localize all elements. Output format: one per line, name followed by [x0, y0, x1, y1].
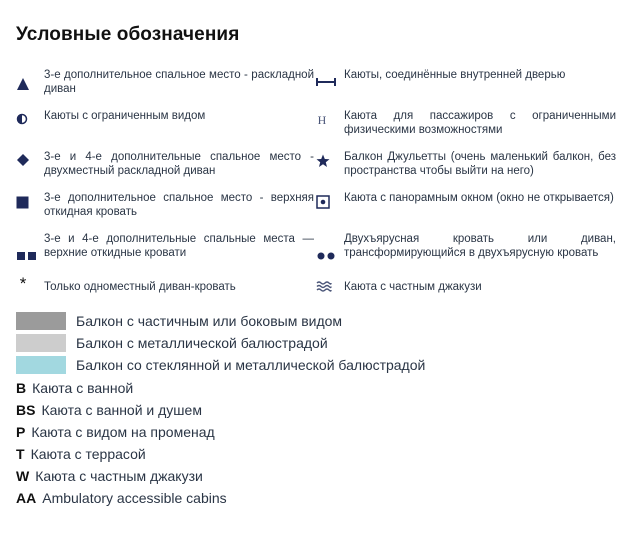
abbr-item: B Каюта с ванной — [16, 380, 134, 396]
swatch-color — [16, 312, 66, 330]
legend-item: * Только одноместный диван-кровать — [16, 280, 316, 302]
triangle-icon — [16, 68, 44, 109]
jacuzzi-icon — [316, 280, 344, 302]
square-icon — [16, 191, 44, 232]
legend-row — [16, 150, 616, 191]
legend-item: Каюта с панорамным окном (окно не открывается) — [316, 191, 616, 232]
connected-door-icon — [316, 68, 344, 109]
star-icon — [316, 150, 344, 191]
abbr-item: AA Ambulatory accessible cabins — [16, 490, 227, 506]
abbr-item: BS Каюта с ванной и душем — [16, 402, 202, 418]
swatch-metal-balustrade: Балкон с металлической балюстрадой — [16, 334, 328, 352]
double-dot-icon — [316, 232, 344, 277]
legend-item: Каюты, соединённые внутренней дверью — [316, 68, 616, 109]
swatch-partial-view: Балкон с частичным или боковым видом — [16, 312, 342, 330]
legend-row — [16, 68, 616, 109]
legend-row — [16, 232, 616, 277]
abbr-item: T Каюта с террасой — [16, 446, 146, 462]
legend-item: 3-е дополнительное спальное место - верхняя откидная кровать — [16, 191, 316, 232]
accessible-h-icon — [316, 109, 344, 150]
swatch-color — [16, 334, 66, 352]
half-circle-icon — [16, 109, 44, 150]
legend-item: Каюты с ограниченным видом — [16, 109, 316, 150]
svg-text:H: H — [317, 113, 327, 127]
legend-item: Балкон Джульетты (очень маленький балкон, без пространства чтобы выйти на него) — [316, 150, 616, 191]
svg-text:*: * — [19, 275, 27, 289]
panoramic-window-icon — [316, 191, 344, 232]
abbr-item: W Каюта с частным джакузи — [16, 468, 203, 484]
diamond-icon — [16, 150, 44, 191]
legend-row — [16, 191, 616, 232]
asterisk-icon — [16, 275, 44, 302]
legend-title: Условные обозначения — [16, 24, 240, 45]
legend-item: Каюта с частным джакузи — [316, 280, 616, 302]
swatch-color — [16, 356, 66, 374]
legend-item: 3-е и 4-е дополнительные спальные места — верхние откидные кровати — [16, 232, 316, 277]
legend-item: 3-е и 4-е дополнительные спальное место - двухместный раскладной диван — [16, 150, 316, 191]
legend-grid — [16, 68, 616, 302]
abbr-item: P Каюта с видом на променад — [16, 424, 215, 440]
swatch-glass-balustrade: Балкон со стеклянной и металлической балюстрадой — [16, 356, 425, 374]
legend-item: 3-е дополнительное спальное место - раскладной диван — [16, 68, 316, 109]
legend-row — [16, 275, 616, 302]
legend-row — [16, 109, 616, 150]
double-square-icon — [16, 232, 44, 277]
legend-item: Двухъярусная кровать или диван, трансформирующийся в двухъярусную кровать — [316, 232, 616, 277]
legend-item: H Каюта для пассажиров с ограниченными физическими возможностями — [316, 109, 616, 150]
